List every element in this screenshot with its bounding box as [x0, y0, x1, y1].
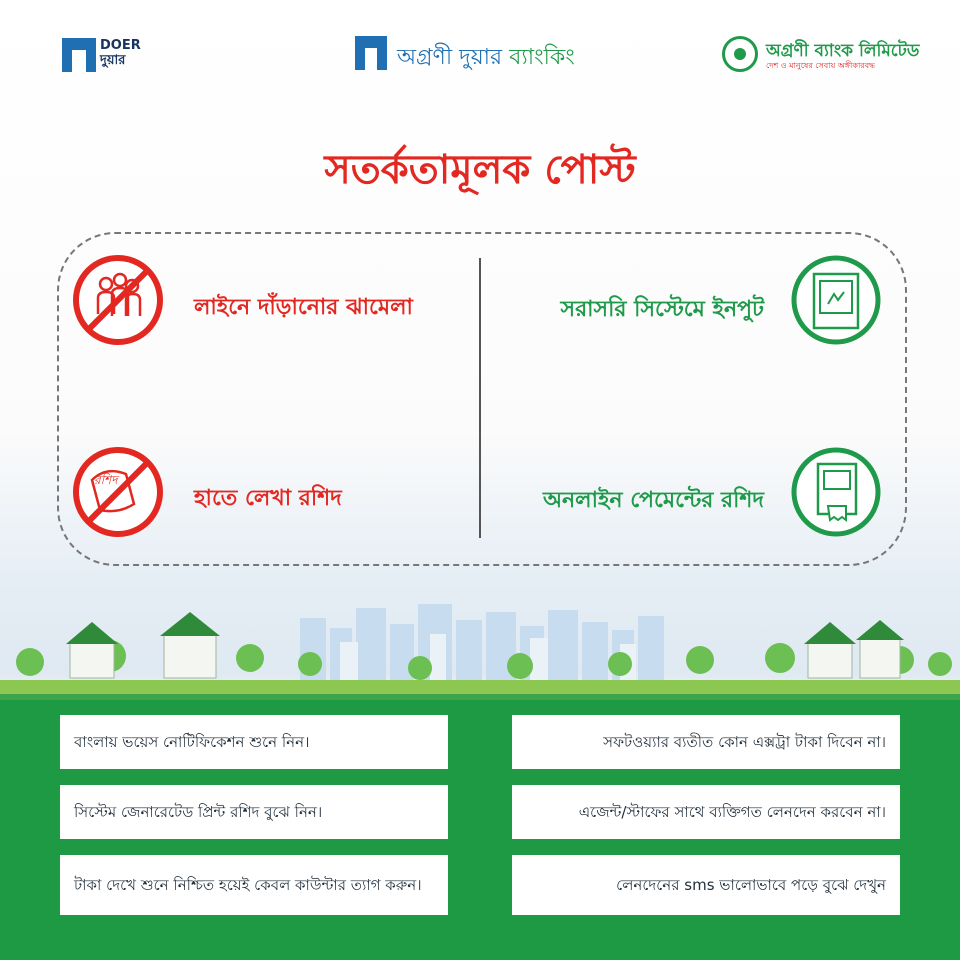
avoid-label-receipt: হাতে লেখা রশিদ [194, 486, 342, 511]
agrani-duyar-banking-logo [355, 36, 615, 76]
bank-seal-icon [722, 36, 758, 72]
panel-divider [479, 258, 481, 538]
tip-left-3: টাকা দেখে শুনে নিশ্চিত হয়েই কেবল কাউন্টার ত্যাগ করুন। [60, 855, 448, 915]
duyar-logo-mark [355, 36, 387, 70]
people-queue-icon [72, 254, 164, 346]
receipt-icon-text: রশিদ [94, 473, 118, 487]
tip-right-2: এজেন্ট/স্টাফের সাথে ব্যক্তিগত লেনদেন করবেন না। [512, 785, 900, 839]
bank-tagline: দেশ ও মানুষের সেবায় অঙ্গীকারবদ্ধ [766, 61, 875, 70]
logo-word-banking: ব্যাংকিং [509, 45, 575, 70]
bank-name: অগ্রণী ব্যাংক লিমিটেড [766, 41, 920, 61]
doer-logo-mark [62, 38, 96, 72]
online-receipt-icon [790, 446, 882, 538]
logo-word-agrani: অগ্রণী [397, 45, 453, 70]
doer-logo [62, 38, 152, 74]
tip-left-2: সিস্টেম জেনারেটেড প্রিন্ট রশিদ বুঝে নিন। [60, 785, 448, 839]
doer-logo-line2: দুয়ার [100, 53, 126, 68]
tip-right-1: সফটওয়্যার ব্যতীত কোন এক্সট্রা টাকা দিবেন না। [512, 715, 900, 769]
comparison-panel [57, 232, 907, 566]
page-title: সতর্কতামূলক পোস্ট [324, 147, 636, 193]
tip-right-3: লেনদেনের sms ভালোভাবে পড়ে বুঝে দেখুন [512, 855, 900, 915]
adopt-label-input: সরাসরি সিস্টেমে ইনপুট [560, 297, 764, 322]
logo-word-duyar: দুয়ার [459, 45, 503, 70]
system-input-icon [790, 254, 882, 346]
handwritten-receipt-icon [72, 446, 164, 538]
doer-logo-line1: DOER [100, 38, 141, 53]
agrani-bank-logo [722, 36, 920, 76]
city-skyline-illustration [0, 598, 960, 702]
avoid-label-queue: লাইনে দাঁড়ানোর ঝামেলা [194, 295, 413, 320]
tip-left-1: বাংলায় ভয়েস নোটিফিকেশন শুনে নিন। [60, 715, 448, 769]
adopt-label-online-receipt: অনলাইন পেমেন্টের রশিদ [543, 488, 764, 513]
